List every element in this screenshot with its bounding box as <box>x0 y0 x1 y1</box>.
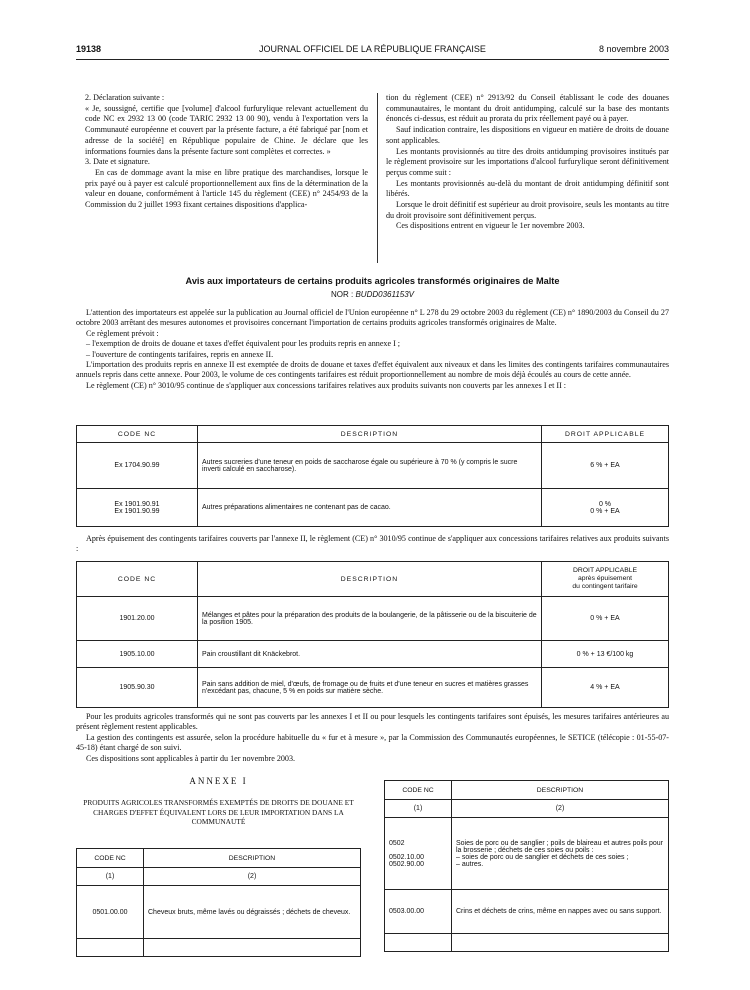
cell-code: 1905.10.00 <box>77 641 198 668</box>
table-row <box>77 641 669 668</box>
cell-code: 0502 0502.10.00 0502.90.00 <box>385 818 452 890</box>
notice-title: Avis aux importateurs de certains produits agricoles transformés originaires de Malte <box>185 276 560 286</box>
cell-code: 1905.90.30 <box>77 668 198 708</box>
table-row <box>77 489 669 527</box>
cell-description: Mélanges et pâtes pour la préparation des produits de la boulangerie, de la pâtisserie ou de la biscuiterie de la position 1905. <box>198 597 542 641</box>
cell-duty: 0 % + EA <box>542 597 669 641</box>
paragraph: L'importation des produits repris en annexe II est exemptée de droits de douane et taxes d'effet équivalent aux niveaux et dans les limites des contingents tarifaires communautaires annuels repris dans cette annexe. Pour 2003, le volume de ces contingents tarifaires est réduit proportionnellement au nombre de mois déjà écoulés au cours de cette année. <box>76 360 669 380</box>
cell-duty: 0 % 0 % + EA <box>542 489 669 527</box>
table-row <box>77 597 669 641</box>
cell-code: 0501.00.00 <box>77 886 144 939</box>
col-header-duty: DROIT APPLICABLE après épuisement du contingent tarifaire <box>542 562 669 597</box>
journal-title: JOURNAL OFFICIEL DE LA RÉPUBLIQUE FRANÇAISE <box>259 44 486 54</box>
col-header-description: DESCRIPTION <box>452 781 669 800</box>
paragraph: 2. Déclaration suivante : <box>85 93 165 102</box>
paragraph: Les montants provisionnés au titre des droits antidumping provisoires institués par le règlement provisoire sur les importations d'alcool furfurylique seront définitivement perçus comme suit : <box>386 146 669 177</box>
table-row <box>77 443 669 489</box>
cell-code: Ex 1901.90.91 Ex 1901.90.99 <box>77 489 198 527</box>
cell-description: Autres sucreries d'une teneur en poids de saccharose égale ou supérieure à 70 % (y compris le sucre inverti calculé en saccharose). <box>198 443 542 489</box>
col-header-description: DESCRIPTION <box>144 849 361 868</box>
col-header-code: CODE NC <box>385 781 452 800</box>
annex-table-right <box>384 780 669 952</box>
page-number: 19138 <box>76 44 102 54</box>
tariff-table-1 <box>76 425 669 527</box>
table-row <box>77 668 669 708</box>
nor-code: BUDD0361153V <box>355 290 415 299</box>
cell-code: Ex 1704.90.99 <box>77 443 198 489</box>
col-number: (2) <box>144 868 361 886</box>
paragraph: Les montants provisionnés au-delà du montant de droit antidumping définitif sont libérés. <box>386 178 669 199</box>
table-row <box>385 890 669 934</box>
col-header-duty: DROIT APPLICABLE <box>542 426 669 443</box>
annex-heading: ANNEXE I <box>189 776 248 786</box>
table-row <box>385 818 669 890</box>
col-header-description: DESCRIPTION <box>198 562 542 597</box>
paragraph: Ces dispositions entrent en vigueur le 1er novembre 2003. <box>396 221 585 231</box>
col-number: (2) <box>452 800 669 818</box>
column-divider <box>377 93 378 263</box>
paragraph: « Je, soussigné, certifie que [volume] d'alcool furfurylique relevant actuellement du code NC ex 2932 13 00 (code TARIC 2932 13 00 90), vendu à l'exportation vers la Communauté européenne et couvert par la présente facture, a été fabriqué par [nom et adresse de la société] en République populaire de Chine. Je déclare que les informations fournies dans la présente facture sont complètes et correctes. » <box>85 103 368 156</box>
top-left-column <box>85 93 368 211</box>
cell-description: Pain croustillant dit Knäckebrot. <box>198 641 542 668</box>
intro-text <box>76 308 669 391</box>
cell-description: Autres préparations alimentaires ne contenant pas de cacao. <box>198 489 542 527</box>
paragraph: 3. Date et signature. <box>85 157 150 167</box>
paragraph: Ce règlement prévoit : <box>86 328 159 338</box>
cell-duty: 6 % + EA <box>542 443 669 489</box>
col-header-code: CODE NC <box>77 426 198 443</box>
paragraph: La gestion des contingents est assurée, selon la procédure habituelle du « fur et à mesure », par la Commission des Communautés européennes, le SETICE (télécopie : 01-55-07-45-18) étant chargé de son suivi. <box>76 732 669 753</box>
issue-date: 8 novembre 2003 <box>598 44 669 54</box>
cell-duty: 4 % + EA <box>542 668 669 708</box>
paragraph: Après épuisement des contingents tarifaires couverts par l'annexe II, le règlement (CE) n° 3010/95 continue de s'appliquer aux concessions tarifaires relatives aux produits suivants : <box>76 534 669 554</box>
cell-description: Pain sans addition de miel, d'œufs, de fromage ou de fruits et d'une teneur en sucres et matières grasses n'excédant pas, chacune, 5 % en poids sur matière sèche. <box>198 668 542 708</box>
cell-code: 0503.00.00 <box>385 890 452 934</box>
nor-label: NOR : <box>330 290 354 299</box>
col-header-description: DESCRIPTION <box>198 426 542 443</box>
cell-code: 1901.20.00 <box>77 597 198 641</box>
col-header-code: CODE NC <box>77 849 144 868</box>
paragraph: Pour les produits agricoles transformés qui ne sont pas couverts par les annexes I et II ou pour lesquels les contingents tarifaires sont épuisés, les mesures tarifaires antérieures au présent règlement restent applicables. <box>76 712 669 732</box>
col-number: (1) <box>385 800 452 818</box>
nor-reference <box>76 290 669 299</box>
paragraph: Le règlement (CE) n° 3010/95 continue de s'appliquer aux concessions tarifaires relatives aux produits suivants non couverts par les annexes I et II : <box>86 380 567 390</box>
paragraph: Ces dispositions sont applicables à partir du 1er novembre 2003. <box>86 753 296 763</box>
paragraph: tion du règlement (CEE) n° 2913/92 du Conseil établissant le code des douanes communautaires, le montant du droit antidumping, calculé sur la base des montants énoncés ci-dessus, est réduit au prorata du prix réellement payé ou à payer. <box>386 93 669 124</box>
list-item: – l'ouverture de contingents tarifaires, repris en annexe II. <box>86 349 274 359</box>
top-right-column <box>386 93 669 232</box>
cell-description: Crins et déchets de crins, même en nappes avec ou sans support. <box>452 890 669 934</box>
page-header <box>76 44 669 58</box>
annex-table-left <box>76 848 361 957</box>
col-number: (1) <box>77 868 144 886</box>
cell-description: Cheveux bruts, même lavés ou dégraissés ; déchets de cheveux. <box>144 886 361 939</box>
between-text <box>76 534 669 555</box>
col-header-code: CODE NC <box>77 562 198 597</box>
annex-subtitle: PRODUITS AGRICOLES TRANSFORMÉS EXEMPTÉS DE DROITS DE DOUANE ET CHARGES D'EFFET ÉQUIVALENT LORS DE LEUR IMPORTATION DANS LA COMMUNAUTÉ <box>83 798 354 826</box>
paragraph: L'attention des importateurs est appelée sur la publication au Journal officiel de l'Union européenne n° L 278 du 29 octobre 2003 du règlement (CE) n° 1890/2003 du Conseil du 27 octobre 2003 arrêtant des mesures autonomes et provisoires concernant l'importation de certains produits agricoles transformés originaires de Malte. <box>76 308 669 328</box>
paragraph: Sauf indication contraire, les dispositions en vigueur en matière de droits de douane sont applicables. <box>386 125 669 145</box>
after-text <box>76 712 669 764</box>
paragraph: Lorsque le droit définitif est supérieur au droit provisoire, seuls les montants au titre du droit provisoire sont définitivement perçus. <box>386 200 669 220</box>
list-item: – l'exemption de droits de douane et taxes d'effet équivalent pour les produits repris en annexe I ; <box>86 339 401 349</box>
cell-duty: 0 % + 13 €/100 kg <box>542 641 669 668</box>
cell-description: Soies de porc ou de sanglier ; poils de blaireau et autres poils pour la brosserie ; déchets de ces soies ou poils : – soies de porc ou de sanglier et déchets de ces soies ; – autres. <box>452 818 669 890</box>
tariff-table-2 <box>76 561 669 708</box>
table-row <box>77 886 361 939</box>
paragraph: En cas de dommage avant la mise en libre pratique des marchandises, lorsque le prix payé ou à payer est calculé proportionnellement aux fins de la détermination de la valeur en douane, conformément à l'article 145 du règlement (CEE) n° 2454/93 de la Commission du 2 juillet 1993 fixant certaines dispositions d'applica- <box>85 167 368 210</box>
header-rule <box>76 59 669 60</box>
